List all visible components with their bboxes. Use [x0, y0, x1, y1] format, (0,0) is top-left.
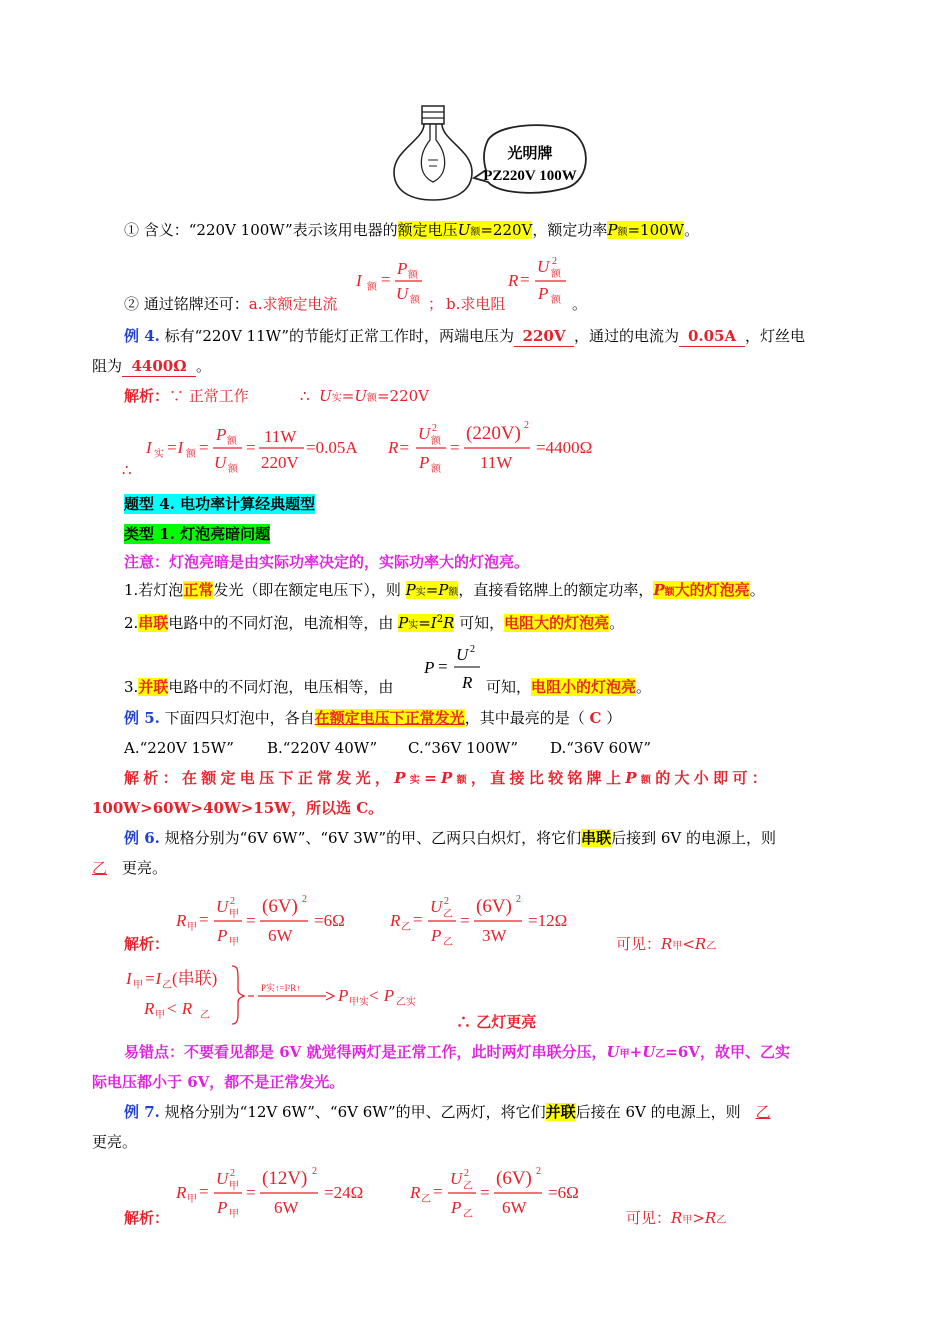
example-6-resistance-yi	[390, 888, 590, 950]
option-c: C.“36V 100W”	[408, 739, 519, 757]
svg-text:P: P	[538, 284, 549, 303]
svg-text:P: P	[217, 926, 228, 945]
svg-text:乙实: 乙实	[396, 997, 416, 1008]
svg-text:2: 2	[516, 894, 521, 905]
svg-text:=: =	[438, 657, 448, 676]
svg-text:U: U	[396, 284, 409, 303]
svg-text:< P: < P	[368, 986, 395, 1005]
svg-text:甲: 甲	[155, 1010, 165, 1021]
svg-text:2: 2	[552, 256, 557, 267]
rule-2: 2.串联电路中的不同灯泡，电流相等，由 P实$=I^2R$ 可知，电阻大的灯泡亮。	[124, 614, 625, 632]
svg-text:甲: 甲	[229, 937, 239, 948]
bulb-model: PZ220V 100W	[483, 168, 577, 184]
svg-text:I: I	[126, 969, 132, 988]
svg-text:3W: 3W	[482, 926, 507, 945]
rated-current-formula	[356, 254, 436, 310]
svg-text:P: P	[217, 1198, 228, 1217]
svg-text:(6V): (6V)	[496, 1168, 532, 1189]
option-d: D.“36V 60W”	[550, 739, 652, 757]
svg-text:R=: R=	[388, 438, 410, 457]
svg-text:额: 额	[408, 270, 418, 281]
note-line: 注意：灯泡亮暗是由实际功率决定的，实际功率大的灯泡亮。	[124, 553, 530, 571]
example-6-solution-label: 解析：	[124, 935, 170, 953]
svg-text:=I: =I	[144, 969, 162, 988]
example-6-question-2: 乙 更亮。	[92, 859, 168, 877]
meaning-line: ① 含义：“220V 100W”表示该用电器的额定电压U额=220V，额定功率P额=100W。	[124, 221, 700, 239]
svg-text:R: R	[462, 673, 473, 692]
svg-text:U: U	[430, 897, 443, 916]
nameplate-b: b.求电阻	[446, 295, 506, 313]
example-7-question: 例 7. 规格分别为“12V 6W”、“6V 6W”的甲、乙两灯，将它们并联后接在 6V 的电源上，则 乙	[124, 1103, 771, 1121]
svg-text:额: 额	[431, 464, 441, 475]
svg-text:=: =	[433, 1182, 443, 1201]
svg-text:=: =	[199, 910, 209, 929]
svg-text:=0.05A: =0.05A	[306, 438, 358, 457]
svg-text:U: U	[456, 645, 469, 664]
svg-text:11W: 11W	[480, 453, 513, 472]
svg-text:=: =	[246, 1183, 256, 1202]
svg-text:=6Ω: =6Ω	[548, 1183, 579, 1202]
nameplate-sep: ；	[428, 295, 444, 313]
rule-3: 3.并联电路中的不同灯泡，电压相等，由	[124, 678, 394, 696]
svg-text:乙: 乙	[443, 937, 453, 948]
meaning-text-1: ① 含义：“220V 100W”表示该用电器的	[124, 221, 398, 239]
svg-text:(220V): (220V)	[466, 423, 521, 444]
svg-text:< R: < R	[166, 999, 193, 1018]
example-7-resistance-yi	[410, 1160, 610, 1222]
svg-text:乙: 乙	[463, 1181, 473, 1192]
svg-text:乙: 乙	[200, 1010, 210, 1021]
svg-text:U: U	[450, 1169, 463, 1188]
svg-text:(6V): (6V)	[476, 896, 512, 917]
svg-text:2: 2	[464, 1168, 469, 1179]
example-7-question-2: 更亮。	[92, 1133, 138, 1151]
svg-text:乙: 乙	[463, 1209, 473, 1220]
rated-power-highlight: P额=100W	[607, 221, 685, 239]
rated-voltage-highlight: 额定电压U额=220V	[397, 221, 533, 239]
svg-text:额: 额	[186, 449, 196, 460]
example-6-therefore: ∴ 乙灯更亮	[456, 1013, 537, 1031]
svg-text:2: 2	[230, 896, 235, 907]
svg-text:=: =	[413, 910, 423, 929]
svg-text:U: U	[216, 897, 229, 916]
svg-text:乙: 乙	[421, 1194, 431, 1205]
svg-text:乙: 乙	[443, 909, 453, 920]
example-7-resistance-jia	[176, 1160, 386, 1222]
example-7-solution-label: 解析：	[124, 1209, 170, 1227]
svg-text:U: U	[214, 453, 227, 472]
svg-text:乙: 乙	[162, 980, 172, 991]
svg-text:P: P	[397, 259, 408, 278]
example-4-resistance-equation	[388, 414, 628, 478]
bulb-brand: 光明牌	[507, 146, 553, 162]
svg-text:=12Ω: =12Ω	[528, 911, 568, 930]
meaning-text-2: ，额定功率	[532, 221, 608, 239]
svg-text:2: 2	[470, 644, 475, 655]
svg-text:R: R	[176, 1183, 187, 1202]
svg-text:R: R	[176, 911, 187, 930]
svg-text:2: 2	[230, 1168, 235, 1179]
nameplate-usage-line: ② 通过铭牌还可：a.求额定电流	[124, 295, 338, 313]
example-5-solution-1: 解析：在额定电压下正常发光，P实=P额，直接比较铭牌上P额的大小即可：	[124, 769, 771, 787]
svg-text:=: =	[246, 438, 256, 457]
svg-text:额: 额	[551, 295, 561, 306]
example-6-brace-derivation	[124, 960, 444, 1026]
example-4-conclusion: ∴ U实=U额=220V	[300, 387, 429, 405]
svg-text:额: 额	[227, 436, 237, 447]
svg-text:=: =	[450, 438, 460, 457]
category-1-heading: 类型 1. 灯泡亮暗问题	[124, 525, 271, 543]
svg-text:=24Ω: =24Ω	[324, 1183, 364, 1202]
svg-text:额: 额	[431, 436, 441, 447]
example-4-therefore: ∴	[122, 461, 132, 479]
svg-text:=: =	[520, 270, 530, 289]
svg-text:甲: 甲	[133, 980, 143, 991]
mistake-line-1: 易错点：不要看见都是 6V 就觉得两灯是正常工作，此时两灯串联分压，U甲+U乙=6V，故甲、乙实	[124, 1043, 790, 1061]
svg-text:U: U	[418, 424, 431, 443]
example-6-question: 例 6. 规格分别为“6V 6W”、“6V 3W”的甲、乙两只白炽灯，将它们串联后接到 6V 的电源上，则	[124, 829, 777, 847]
svg-text:P: P	[338, 986, 349, 1005]
svg-text:(串联): (串联)	[172, 969, 218, 988]
svg-text:2: 2	[302, 894, 307, 905]
svg-text:P: P	[216, 425, 227, 444]
svg-text:R: R	[390, 911, 401, 930]
example-4-question: 例 4. 标有“220V 11W”的节能灯正常工作时，两端电压为 220V ，通过的电流为 0.05A ，灯丝电	[124, 327, 806, 345]
option-a: A.“220V 15W”	[124, 739, 234, 757]
example-4-solution: 解析：∵ 正常工作	[124, 387, 249, 405]
svg-text:U: U	[216, 1169, 229, 1188]
svg-text:P: P	[424, 658, 435, 677]
svg-text:2: 2	[536, 1166, 541, 1177]
svg-text:=: =	[480, 1183, 490, 1202]
svg-text:P: P	[451, 1198, 462, 1217]
example-7-visible: 可见：R甲>R乙	[626, 1209, 727, 1227]
svg-text:=: =	[381, 270, 391, 289]
svg-text:220V: 220V	[261, 453, 299, 472]
svg-text:甲: 甲	[187, 922, 197, 933]
type-4-heading: 题型 4. 电功率计算经典题型	[124, 495, 316, 513]
svg-text:额: 额	[410, 295, 420, 306]
svg-text:甲: 甲	[229, 909, 239, 920]
nameplate-end: 。	[572, 295, 588, 313]
svg-text:2: 2	[444, 896, 449, 907]
svg-text:P: P	[419, 453, 430, 472]
example-5-question: 例 5. 下面四只灯泡中，各自在额定电压下正常发光，其中最亮的是（ C ）	[124, 709, 622, 727]
svg-text:R: R	[410, 1183, 421, 1202]
svg-text:=: =	[199, 438, 209, 457]
svg-text:U: U	[537, 257, 550, 276]
svg-text:R: R	[508, 271, 519, 290]
svg-text:=: =	[460, 911, 470, 930]
bulb-illustration	[388, 100, 598, 210]
svg-text:(6V): (6V)	[262, 896, 298, 917]
svg-text:R: R	[144, 999, 155, 1018]
svg-text:额: 额	[228, 464, 238, 475]
option-b: B.“220V 40W”	[267, 739, 378, 757]
svg-text:实: 实	[154, 449, 164, 460]
svg-text:2: 2	[432, 423, 437, 434]
svg-text:甲实: 甲实	[349, 997, 369, 1008]
svg-text:(12V): (12V)	[262, 1168, 308, 1189]
svg-text:额: 额	[551, 269, 561, 280]
svg-text:11W: 11W	[264, 427, 297, 446]
parallel-power-formula	[422, 642, 492, 694]
svg-text:P: P	[431, 926, 442, 945]
svg-text:=I: =I	[166, 438, 184, 457]
example-5-solution-2: 100W>60W>40W>15W，所以选 C。	[92, 799, 384, 817]
rule-1: 1.若灯泡正常发光（即在额定电压下），则 P实=P额，直接看铭牌上的额定功率，P额大的灯泡亮。	[124, 581, 765, 599]
svg-text:额: 额	[367, 282, 377, 293]
svg-text:甲: 甲	[229, 1209, 239, 1220]
svg-text:甲: 甲	[187, 1194, 197, 1205]
svg-text:=4400Ω: =4400Ω	[536, 438, 593, 457]
svg-text:乙: 乙	[401, 922, 411, 933]
svg-text:6W: 6W	[274, 1198, 299, 1217]
example-4-question-2: 阻为 4400Ω 。	[92, 357, 212, 375]
svg-text:I: I	[146, 438, 152, 457]
svg-text:2: 2	[524, 420, 529, 431]
example-6-resistance-jia	[176, 888, 366, 950]
svg-text:I: I	[356, 271, 362, 290]
svg-text:6W: 6W	[502, 1198, 527, 1217]
mistake-line-2: 际电压都小于 6V，都不是正常发光。	[92, 1073, 345, 1091]
example-4-current-equation	[146, 418, 376, 478]
svg-text:=: =	[246, 911, 256, 930]
svg-text:P实↑=I²R↑: P实↑=I²R↑	[261, 983, 301, 993]
rule-3-end: 可知，电阻小的灯泡亮。	[486, 678, 652, 696]
svg-text:=6Ω: =6Ω	[314, 911, 345, 930]
svg-text:=: =	[199, 1182, 209, 1201]
svg-text:甲: 甲	[229, 1181, 239, 1192]
svg-text:6W: 6W	[268, 926, 293, 945]
svg-text:2: 2	[312, 1166, 317, 1177]
example-6-visible: 可见：R甲<R乙	[616, 935, 717, 953]
